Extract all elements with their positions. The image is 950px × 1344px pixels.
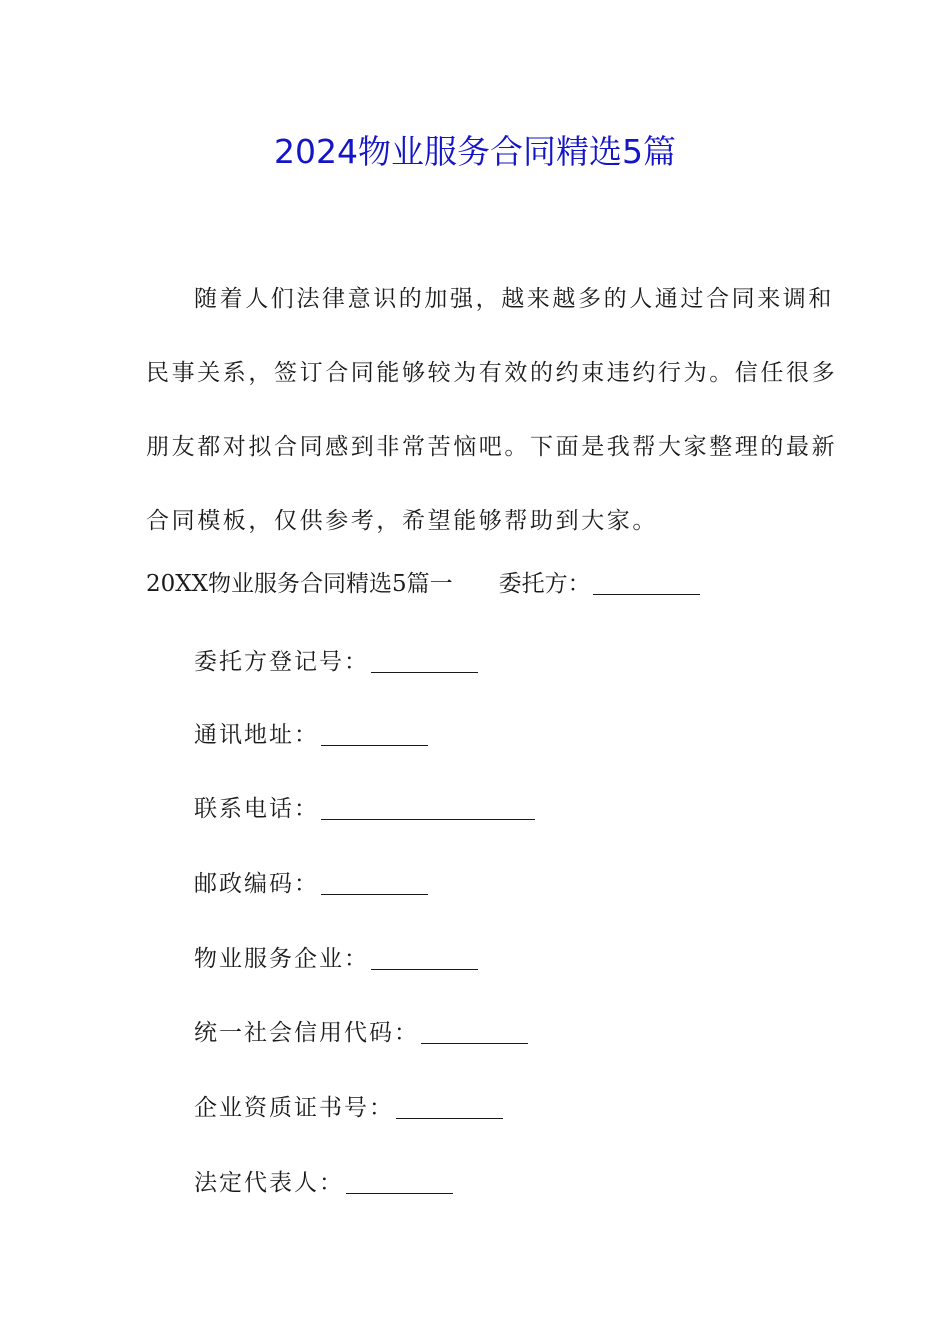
section-heading-row bbox=[146, 566, 700, 602]
blank-line bbox=[346, 1167, 453, 1194]
field-qualification-no bbox=[194, 1090, 503, 1126]
document-title: 2024物业服务合同精选5篇 bbox=[274, 132, 676, 171]
field-postcode bbox=[194, 866, 428, 902]
field-label-client: 委托方： bbox=[498, 571, 591, 597]
field-label: 企业资质证书号： bbox=[194, 1095, 394, 1121]
blank-line bbox=[371, 646, 478, 673]
field-label: 统一社会信用代码： bbox=[194, 1020, 419, 1046]
field-address bbox=[194, 717, 428, 753]
field-legal-representative bbox=[194, 1165, 453, 1201]
field-label: 联系电话： bbox=[194, 796, 319, 822]
blank-line bbox=[396, 1092, 503, 1119]
blank-line bbox=[321, 793, 535, 820]
intro-line: 合同模板，仅供参考，希望能够帮助到大家。 bbox=[146, 508, 658, 534]
intro-line: 朋友都对拟合同感到非常苦恼吧。下面是我帮大家整理的最新 bbox=[146, 434, 838, 460]
blank-line bbox=[371, 943, 478, 970]
field-label: 邮政编码： bbox=[194, 871, 319, 897]
field-label: 通讯地址： bbox=[194, 722, 319, 748]
field-service-company bbox=[194, 941, 478, 977]
field-credit-code bbox=[194, 1015, 528, 1051]
field-phone bbox=[194, 791, 535, 827]
blank-line bbox=[321, 719, 428, 746]
section-heading: 20XX物业服务合同精选5篇一 bbox=[146, 571, 453, 597]
blank-line bbox=[593, 568, 700, 595]
field-label: 委托方登记号： bbox=[194, 649, 369, 675]
blank-line bbox=[421, 1017, 528, 1044]
field-label: 法定代表人： bbox=[194, 1170, 344, 1196]
field-label: 物业服务企业： bbox=[194, 946, 369, 972]
intro-line: 民事关系，签订合同能够较为有效的约束违约行为。信任很多 bbox=[146, 360, 838, 386]
field-client-reg-no bbox=[194, 644, 478, 680]
blank-line bbox=[321, 868, 428, 895]
intro-line: 随着人们法律意识的加强，越来越多的人通过合同来调和 bbox=[194, 286, 834, 312]
intro-paragraph bbox=[146, 262, 838, 558]
